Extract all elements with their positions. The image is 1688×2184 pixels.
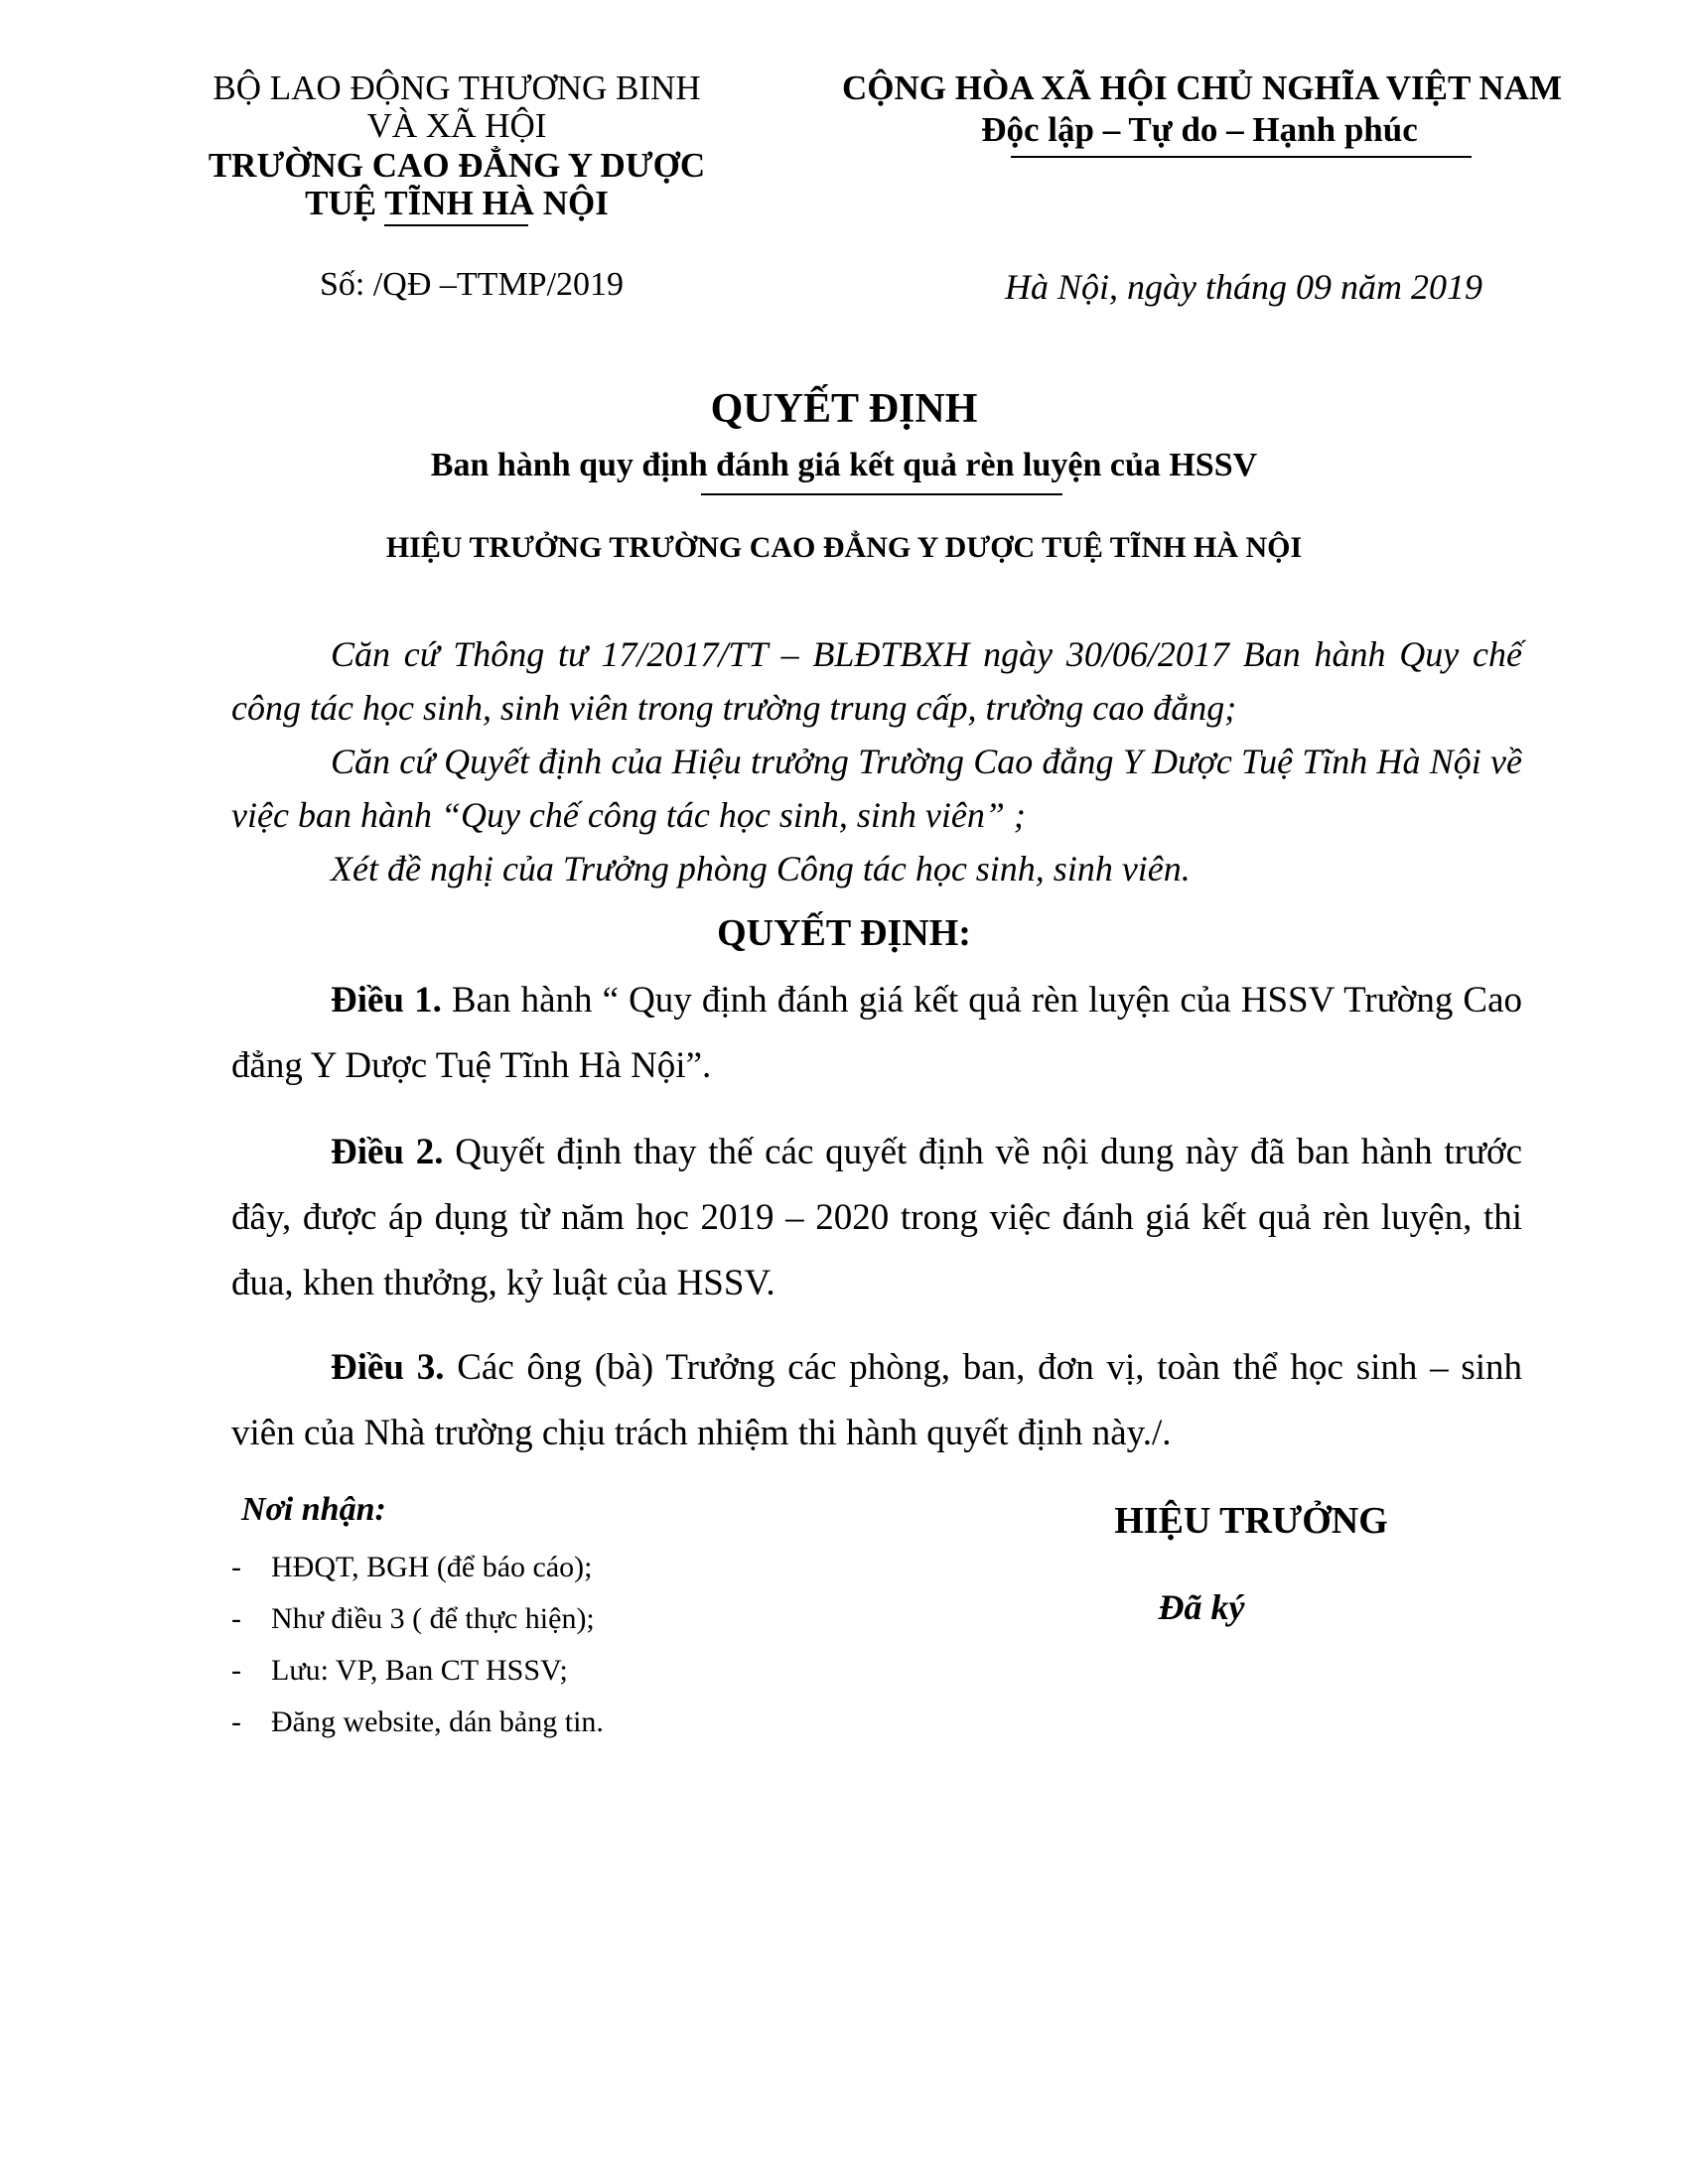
document-number: Số: /QĐ –TTMP/2019 bbox=[320, 266, 625, 303]
recipient-item: - Đăng website, dán bảng tin. bbox=[231, 1706, 604, 1738]
article-1-text: Ban hành “ Quy định đánh giá kết quả rèn luyện của HSSV Trường Cao đẳng Y Dược Tuệ Tĩnh Hà Nội”. bbox=[231, 980, 1523, 1086]
article-2-text: Quyết định thay thế các quyết định về nội dung này đã ban hành trước đây, được áp dụng từ năm học 2019 – 2020 trong việc đánh giá kết quả rèn luyện, thi đua, khen thưởng, kỷ luật của HSSV. bbox=[231, 1132, 1523, 1303]
recipients-heading: Nơi nhận: bbox=[241, 1491, 386, 1528]
country-name: CỘNG HÒA XÃ HỘI CHỦ NGHĨA VIỆT NAM bbox=[842, 68, 1563, 107]
legal-basis-block bbox=[231, 627, 1522, 895]
school-name-line-1: TRƯỜNG CAO ĐẲNG Y DƯỢC bbox=[208, 146, 706, 185]
article-2-label: Điều 2. bbox=[331, 1132, 444, 1172]
signature-status: Đã ký bbox=[1158, 1587, 1245, 1627]
subtitle-underline bbox=[701, 493, 1062, 495]
motto-underline bbox=[1011, 156, 1472, 158]
article-3 bbox=[231, 1335, 1522, 1466]
legal-basis-3: Xét đề nghị của Trưởng phòng Công tác học sinh, sinh viên. bbox=[331, 849, 1191, 888]
document-title: QUYẾT ĐỊNH bbox=[710, 386, 978, 432]
school-name-line-2: TUỆ TĨNH HÀ NỘI bbox=[305, 184, 609, 222]
article-3-text: Các ông (bà) Trưởng các phòng, ban, đơn vị, toàn thể học sinh – sinh viên của Nhà trường chịu trách nhiệm thi hành quyết định này./. bbox=[231, 1347, 1523, 1453]
document-subtitle: Ban hành quy định đánh giá kết quả rèn luyện của HSSV bbox=[430, 447, 1258, 483]
article-1 bbox=[231, 968, 1522, 1099]
recipient-item: - Như điều 3 ( để thực hiện); bbox=[231, 1602, 595, 1635]
article-1-label: Điều 1. bbox=[331, 980, 442, 1021]
signer-title: HIỆU TRƯỞNG bbox=[1114, 1500, 1388, 1542]
decision-heading: QUYẾT ĐỊNH: bbox=[717, 912, 971, 954]
school-name-underline bbox=[384, 224, 528, 226]
recipient-item: - Lưu: VP, Ban CT HSSV; bbox=[231, 1654, 568, 1687]
legal-basis-1: Căn cứ Thông tư 17/2017/TT – BLĐTBXH ngày 30/06/2017 Ban hành Quy chế công tác học sinh, sinh viên trong trường trung cấp, trường cao đẳng; bbox=[231, 634, 1522, 728]
document-date: Hà Nội, ngày tháng 09 năm 2019 bbox=[1005, 267, 1482, 307]
issuer-line: HIỆU TRƯỞNG TRƯỜNG CAO ĐẲNG Y DƯỢC TUỆ TĨNH HÀ NỘI bbox=[385, 531, 1303, 564]
recipient-item: - HĐQT, BGH (để báo cáo); bbox=[231, 1551, 593, 1583]
article-2 bbox=[231, 1120, 1522, 1316]
legal-basis-2: Căn cứ Quyết định của Hiệu trưởng Trường Cao đẳng Y Dược Tuệ Tĩnh Hà Nội về việc ban hành “Quy chế công tác học sinh, sinh viên” ; bbox=[231, 742, 1522, 835]
ministry-line-1: BỘ LAO ĐỘNG THƯƠNG BINH bbox=[212, 68, 701, 107]
national-motto: Độc lập – Tự do – Hạnh phúc bbox=[981, 110, 1418, 149]
article-3-label: Điều 3. bbox=[331, 1347, 445, 1388]
recipients-list bbox=[231, 1551, 604, 1757]
ministry-line-2: VÀ XÃ HỘI bbox=[366, 106, 547, 145]
